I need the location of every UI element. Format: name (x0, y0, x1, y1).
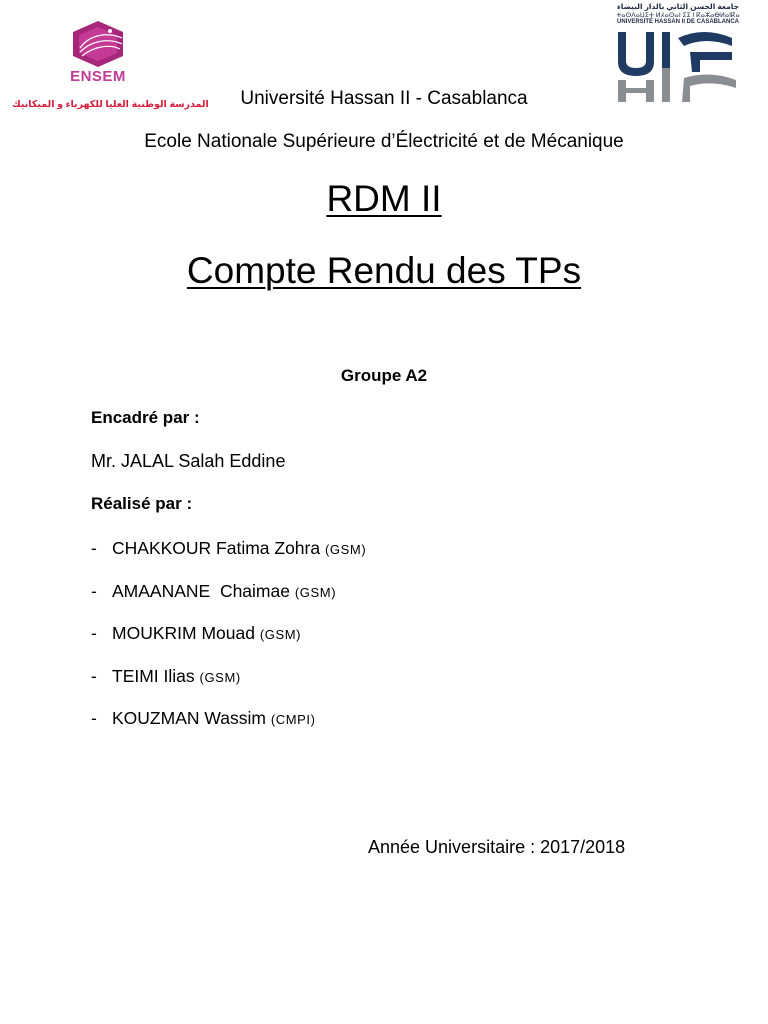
member-name: TEIMI Ilias (112, 666, 195, 686)
ensem-logo-arabic: المدرسة الوطنية العليا للكهرباء و الميكانيك (12, 99, 209, 110)
member-name: MOUKRIM Mouad (112, 623, 255, 643)
university-logo-tifinagh: ⵜⴰⵙⴷⴰⵡⵉⵜ ⵍⵃⴰⵙⴰⵏ ⵉⵉ ⵏ ⴽⴰⵣⴰⴱⵍⴰⵏⴽⴰ (616, 12, 740, 19)
member-item (91, 708, 316, 729)
member-program: (GSM) (199, 670, 241, 685)
ensem-logo-name: ENSEM (70, 68, 126, 85)
report-title: Compte Rendu des TPs (186, 250, 582, 291)
member-program: (GSM) (259, 627, 302, 642)
university-logo-latin: UNIVERSITÉ HASSAN II DE CASABLANCA (616, 19, 739, 25)
member-name: KOUZMAN Wassim (112, 708, 266, 728)
member-dash: - (91, 538, 97, 558)
realised-by-label: Réalisé par : (91, 494, 193, 513)
member-item (91, 581, 336, 602)
academic-year: Année Universitaire : 2017/2018 (368, 837, 626, 857)
member-item (91, 623, 301, 644)
member-name: AMAANANE Chaimae (112, 581, 290, 601)
supervisor-name: Mr. JALAL Salah Eddine (91, 451, 286, 471)
course-title: RDM II (326, 178, 442, 219)
supervised-by-label: Encadré par : (91, 408, 200, 427)
member-dash: - (91, 666, 97, 686)
university-logo-arabic: جامعة الحسن الثاني بالدار البيضاء (616, 2, 740, 11)
member-item (91, 538, 366, 559)
member-dash: - (91, 581, 97, 601)
member-program: (GSM) (324, 542, 367, 557)
member-dash: - (91, 623, 97, 643)
university-name: Université Hassan II - Casablanca (240, 88, 528, 109)
member-item (91, 666, 241, 687)
member-dash: - (91, 708, 97, 728)
group-label: Groupe A2 (340, 366, 428, 385)
member-program: (CMPI) (270, 712, 316, 727)
member-name: CHAKKOUR Fatima Zohra (112, 538, 321, 558)
school-name: Ecole Nationale Supérieure d’Électricité et de Mécanique (144, 131, 624, 152)
member-program: (GSM) (294, 585, 337, 600)
